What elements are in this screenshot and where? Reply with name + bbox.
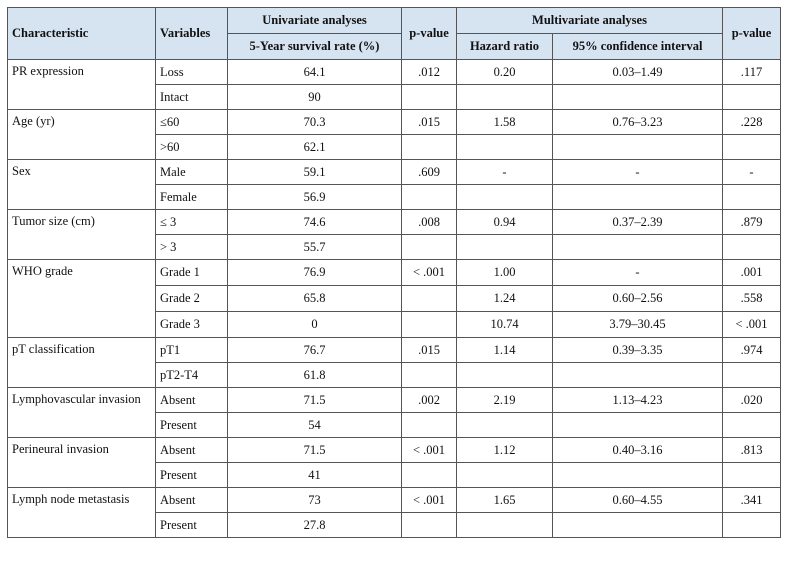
- univariate-pvalue-cell: .012: [402, 60, 457, 85]
- survival-rate-cell: 59.1: [228, 160, 402, 185]
- multivariate-pvalue-cell: [723, 135, 781, 160]
- survival-rate-cell: 0: [228, 312, 402, 338]
- survival-rate-cell: 76.9: [228, 260, 402, 286]
- header-univariate: Univariate analyses: [228, 8, 402, 34]
- survival-rate-cell: 27.8: [228, 513, 402, 538]
- multivariate-pvalue-cell: .341: [723, 488, 781, 513]
- hazard-ratio-cell: [457, 363, 553, 388]
- univariate-pvalue-cell: .015: [402, 110, 457, 135]
- header-pvalue-multivariate: p-value: [723, 8, 781, 60]
- survival-rate-cell: 71.5: [228, 388, 402, 413]
- multivariate-pvalue-cell: [723, 185, 781, 210]
- hazard-ratio-cell: 2.19: [457, 388, 553, 413]
- univariate-pvalue-cell: [402, 235, 457, 260]
- confidence-interval-cell: 0.37–2.39: [553, 210, 723, 235]
- confidence-interval-cell: -: [553, 160, 723, 185]
- survival-rate-cell: 73: [228, 488, 402, 513]
- confidence-interval-cell: [553, 463, 723, 488]
- confidence-interval-cell: 0.39–3.35: [553, 338, 723, 363]
- multivariate-pvalue-cell: .001: [723, 260, 781, 286]
- variable-cell: ≤60: [156, 110, 228, 135]
- multivariate-pvalue-cell: < .001: [723, 312, 781, 338]
- header-hazard-ratio: Hazard ratio: [457, 34, 553, 60]
- characteristic-cell: Lymph node metastasis: [8, 488, 156, 538]
- characteristic-cell: Lymphovascular invasion: [8, 388, 156, 438]
- variable-cell: ≤ 3: [156, 210, 228, 235]
- hazard-ratio-cell: 0.94: [457, 210, 553, 235]
- multivariate-pvalue-cell: [723, 363, 781, 388]
- characteristic-cell: pT classification: [8, 338, 156, 388]
- confidence-interval-cell: [553, 413, 723, 438]
- variable-cell: Male: [156, 160, 228, 185]
- univariate-pvalue-cell: [402, 185, 457, 210]
- multivariate-pvalue-cell: [723, 85, 781, 110]
- hazard-ratio-cell: 0.20: [457, 60, 553, 85]
- hazard-ratio-cell: 1.24: [457, 286, 553, 312]
- variable-cell: Absent: [156, 388, 228, 413]
- confidence-interval-cell: [553, 185, 723, 210]
- survival-rate-cell: 74.6: [228, 210, 402, 235]
- multivariate-pvalue-cell: -: [723, 160, 781, 185]
- hazard-ratio-cell: 1.65: [457, 488, 553, 513]
- multivariate-pvalue-cell: .974: [723, 338, 781, 363]
- multivariate-pvalue-cell: [723, 413, 781, 438]
- hazard-ratio-cell: -: [457, 160, 553, 185]
- hazard-ratio-cell: 1.14: [457, 338, 553, 363]
- hazard-ratio-cell: 1.58: [457, 110, 553, 135]
- variable-cell: Absent: [156, 438, 228, 463]
- hazard-ratio-cell: [457, 513, 553, 538]
- hazard-ratio-cell: 1.12: [457, 438, 553, 463]
- variable-cell: pT1: [156, 338, 228, 363]
- table-body: [8, 60, 781, 538]
- univariate-pvalue-cell: [402, 312, 457, 338]
- univariate-pvalue-cell: .002: [402, 388, 457, 413]
- multivariate-pvalue-cell: .558: [723, 286, 781, 312]
- survival-rate-cell: 71.5: [228, 438, 402, 463]
- characteristic-cell: PR expression: [8, 60, 156, 110]
- characteristic-cell: Age (yr): [8, 110, 156, 160]
- survival-rate-cell: 61.8: [228, 363, 402, 388]
- confidence-interval-cell: 0.76–3.23: [553, 110, 723, 135]
- survival-rate-cell: 76.7: [228, 338, 402, 363]
- characteristic-cell: WHO grade: [8, 260, 156, 338]
- variable-cell: Present: [156, 463, 228, 488]
- univariate-pvalue-cell: [402, 286, 457, 312]
- univariate-pvalue-cell: [402, 85, 457, 110]
- table-row: [8, 60, 781, 85]
- variable-cell: Grade 3: [156, 312, 228, 338]
- multivariate-pvalue-cell: .228: [723, 110, 781, 135]
- characteristic-cell: Sex: [8, 160, 156, 210]
- confidence-interval-cell: 0.60–4.55: [553, 488, 723, 513]
- variable-cell: pT2-T4: [156, 363, 228, 388]
- table-row: [8, 160, 781, 185]
- hazard-ratio-cell: [457, 235, 553, 260]
- survival-rate-cell: 41: [228, 463, 402, 488]
- table-row: [8, 388, 781, 413]
- variable-cell: Present: [156, 513, 228, 538]
- multivariate-pvalue-cell: [723, 463, 781, 488]
- table-row: [8, 260, 781, 286]
- header-confidence-interval: 95% confidence interval: [553, 34, 723, 60]
- table-row: [8, 488, 781, 513]
- variable-cell: > 3: [156, 235, 228, 260]
- survival-analysis-table: [7, 7, 781, 538]
- confidence-interval-cell: [553, 85, 723, 110]
- multivariate-pvalue-cell: [723, 235, 781, 260]
- multivariate-pvalue-cell: .117: [723, 60, 781, 85]
- variable-cell: Grade 2: [156, 286, 228, 312]
- confidence-interval-cell: [553, 513, 723, 538]
- univariate-pvalue-cell: < .001: [402, 488, 457, 513]
- univariate-pvalue-cell: < .001: [402, 438, 457, 463]
- hazard-ratio-cell: [457, 135, 553, 160]
- confidence-interval-cell: [553, 363, 723, 388]
- hazard-ratio-cell: [457, 85, 553, 110]
- confidence-interval-cell: 0.40–3.16: [553, 438, 723, 463]
- table-row: [8, 338, 781, 363]
- survival-rate-cell: 55.7: [228, 235, 402, 260]
- variable-cell: Female: [156, 185, 228, 210]
- hazard-ratio-cell: 1.00: [457, 260, 553, 286]
- univariate-pvalue-cell: [402, 135, 457, 160]
- confidence-interval-cell: [553, 135, 723, 160]
- header-pvalue-univariate: p-value: [402, 8, 457, 60]
- multivariate-pvalue-cell: .813: [723, 438, 781, 463]
- confidence-interval-cell: [553, 235, 723, 260]
- header-characteristic: Characteristic: [8, 8, 156, 60]
- header-survival-rate: 5-Year survival rate (%): [228, 34, 402, 60]
- survival-rate-cell: 54: [228, 413, 402, 438]
- variable-cell: Absent: [156, 488, 228, 513]
- header-multivariate: Multivariate analyses: [457, 8, 723, 34]
- survival-rate-cell: 90: [228, 85, 402, 110]
- univariate-pvalue-cell: .008: [402, 210, 457, 235]
- survival-rate-cell: 64.1: [228, 60, 402, 85]
- confidence-interval-cell: -: [553, 260, 723, 286]
- table-row: [8, 210, 781, 235]
- survival-rate-cell: 56.9: [228, 185, 402, 210]
- variable-cell: >60: [156, 135, 228, 160]
- survival-rate-cell: 62.1: [228, 135, 402, 160]
- univariate-pvalue-cell: .609: [402, 160, 457, 185]
- confidence-interval-cell: 0.03–1.49: [553, 60, 723, 85]
- multivariate-pvalue-cell: [723, 513, 781, 538]
- univariate-pvalue-cell: [402, 413, 457, 438]
- confidence-interval-cell: 1.13–4.23: [553, 388, 723, 413]
- confidence-interval-cell: 3.79–30.45: [553, 312, 723, 338]
- variable-cell: Grade 1: [156, 260, 228, 286]
- univariate-pvalue-cell: < .001: [402, 260, 457, 286]
- variable-cell: Loss: [156, 60, 228, 85]
- table-row: [8, 110, 781, 135]
- multivariate-pvalue-cell: .020: [723, 388, 781, 413]
- univariate-pvalue-cell: [402, 463, 457, 488]
- hazard-ratio-cell: [457, 463, 553, 488]
- multivariate-pvalue-cell: .879: [723, 210, 781, 235]
- variable-cell: Present: [156, 413, 228, 438]
- characteristic-cell: Tumor size (cm): [8, 210, 156, 260]
- hazard-ratio-cell: 10.74: [457, 312, 553, 338]
- table-header: [8, 8, 781, 60]
- variable-cell: Intact: [156, 85, 228, 110]
- survival-rate-cell: 70.3: [228, 110, 402, 135]
- univariate-pvalue-cell: [402, 513, 457, 538]
- hazard-ratio-cell: [457, 185, 553, 210]
- hazard-ratio-cell: [457, 413, 553, 438]
- table-container: [7, 7, 781, 538]
- confidence-interval-cell: 0.60–2.56: [553, 286, 723, 312]
- univariate-pvalue-cell: [402, 363, 457, 388]
- survival-rate-cell: 65.8: [228, 286, 402, 312]
- table-row: [8, 438, 781, 463]
- header-variables: Variables: [156, 8, 228, 60]
- characteristic-cell: Perineural invasion: [8, 438, 156, 488]
- univariate-pvalue-cell: .015: [402, 338, 457, 363]
